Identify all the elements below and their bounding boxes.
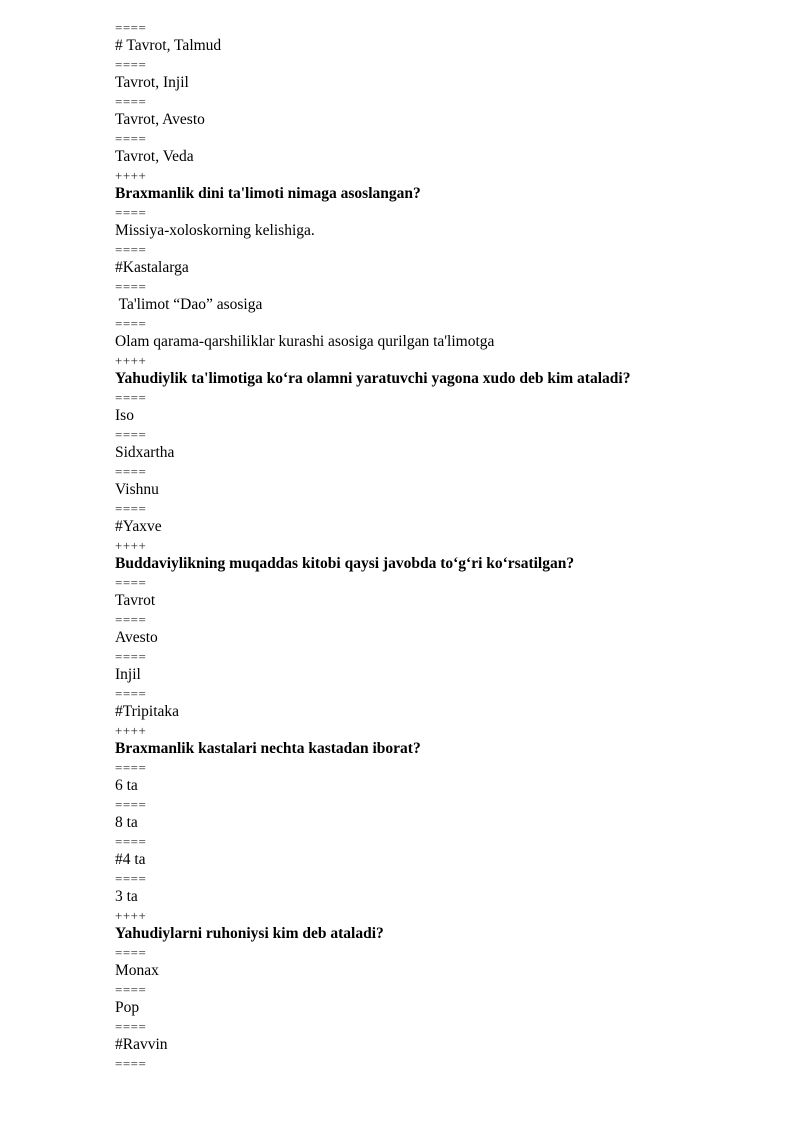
- answer-option: #4 ta: [115, 851, 146, 868]
- answer-option: Ta'limot “Dao” asosiga: [115, 296, 263, 313]
- answer-option: #Ravvin: [115, 1036, 168, 1053]
- answer-option: Tavrot: [115, 592, 156, 609]
- separator-line: ====: [115, 870, 147, 886]
- answer-option: Iso: [115, 407, 134, 424]
- separator-line: ====: [115, 204, 147, 220]
- answer-option: #Yaxve: [115, 518, 162, 535]
- answer-option: Sidxartha: [115, 444, 175, 461]
- separator-line: ====: [115, 1055, 147, 1071]
- separator-line: ====: [115, 315, 147, 331]
- separator-line: ++++: [115, 537, 147, 553]
- answer-option: Injil: [115, 666, 141, 683]
- separator-line: ++++: [115, 167, 147, 183]
- answer-option: 8 ta: [115, 814, 138, 831]
- answer-option: # Tavrot, Talmud: [115, 37, 222, 54]
- question-text: Buddaviylikning muqaddas kitobi qaysi javobda to‘g‘ri ko‘rsatilgan?: [115, 555, 575, 572]
- separator-line: ====: [115, 1018, 147, 1034]
- answer-option: Pop: [115, 999, 140, 1016]
- answer-option: #Kastalarga: [115, 259, 189, 276]
- answer-option: Monax: [115, 962, 159, 979]
- separator-line: ====: [115, 981, 147, 997]
- answer-option: Tavrot, Veda: [115, 148, 194, 165]
- separator-line: ====: [115, 500, 147, 516]
- separator-line: ====: [115, 389, 147, 405]
- answer-option: Missiya-xoloskorning kelishiga.: [115, 222, 315, 239]
- separator-line: ====: [115, 944, 147, 960]
- answer-option: 6 ta: [115, 777, 138, 794]
- separator-line: ====: [115, 130, 147, 146]
- separator-line: ====: [115, 574, 147, 590]
- separator-line: ====: [115, 241, 147, 257]
- separator-line: ====: [115, 19, 147, 35]
- separator-line: ====: [115, 56, 147, 72]
- answer-option: Tavrot, Injil: [115, 74, 189, 91]
- separator-line: ====: [115, 426, 147, 442]
- answer-option: Vishnu: [115, 481, 159, 498]
- question-text: Yahudiylik ta'limotiga ko‘ra olamni yaratuvchi yagona xudo deb kim ataladi?: [115, 370, 631, 387]
- separator-line: ====: [115, 796, 147, 812]
- quiz-content: [115, 19, 755, 1074]
- separator-line: ++++: [115, 722, 147, 738]
- separator-line: ====: [115, 463, 147, 479]
- separator-line: ====: [115, 648, 147, 664]
- separator-line: ====: [115, 685, 147, 701]
- answer-option: Avesto: [115, 629, 158, 646]
- answer-option: Olam qarama-qarshiliklar kurashi asosiga qurilgan ta'limotga: [115, 333, 495, 350]
- separator-line: ====: [115, 93, 147, 109]
- separator-line: ====: [115, 611, 147, 627]
- separator-line: ====: [115, 759, 147, 775]
- answer-option: Tavrot, Avesto: [115, 111, 205, 128]
- separator-line: ====: [115, 833, 147, 849]
- separator-line: ++++: [115, 907, 147, 923]
- question-text: Braxmanlik dini ta'limoti nimaga asoslangan?: [115, 185, 421, 202]
- separator-line: ====: [115, 278, 147, 294]
- answer-option: #Tripitaka: [115, 703, 180, 720]
- question-text: Braxmanlik kastalari nechta kastadan iborat?: [115, 740, 421, 757]
- answer-option: 3 ta: [115, 888, 138, 905]
- question-text: Yahudiylarni ruhoniysi kim deb ataladi?: [115, 925, 384, 942]
- separator-line: ++++: [115, 352, 147, 368]
